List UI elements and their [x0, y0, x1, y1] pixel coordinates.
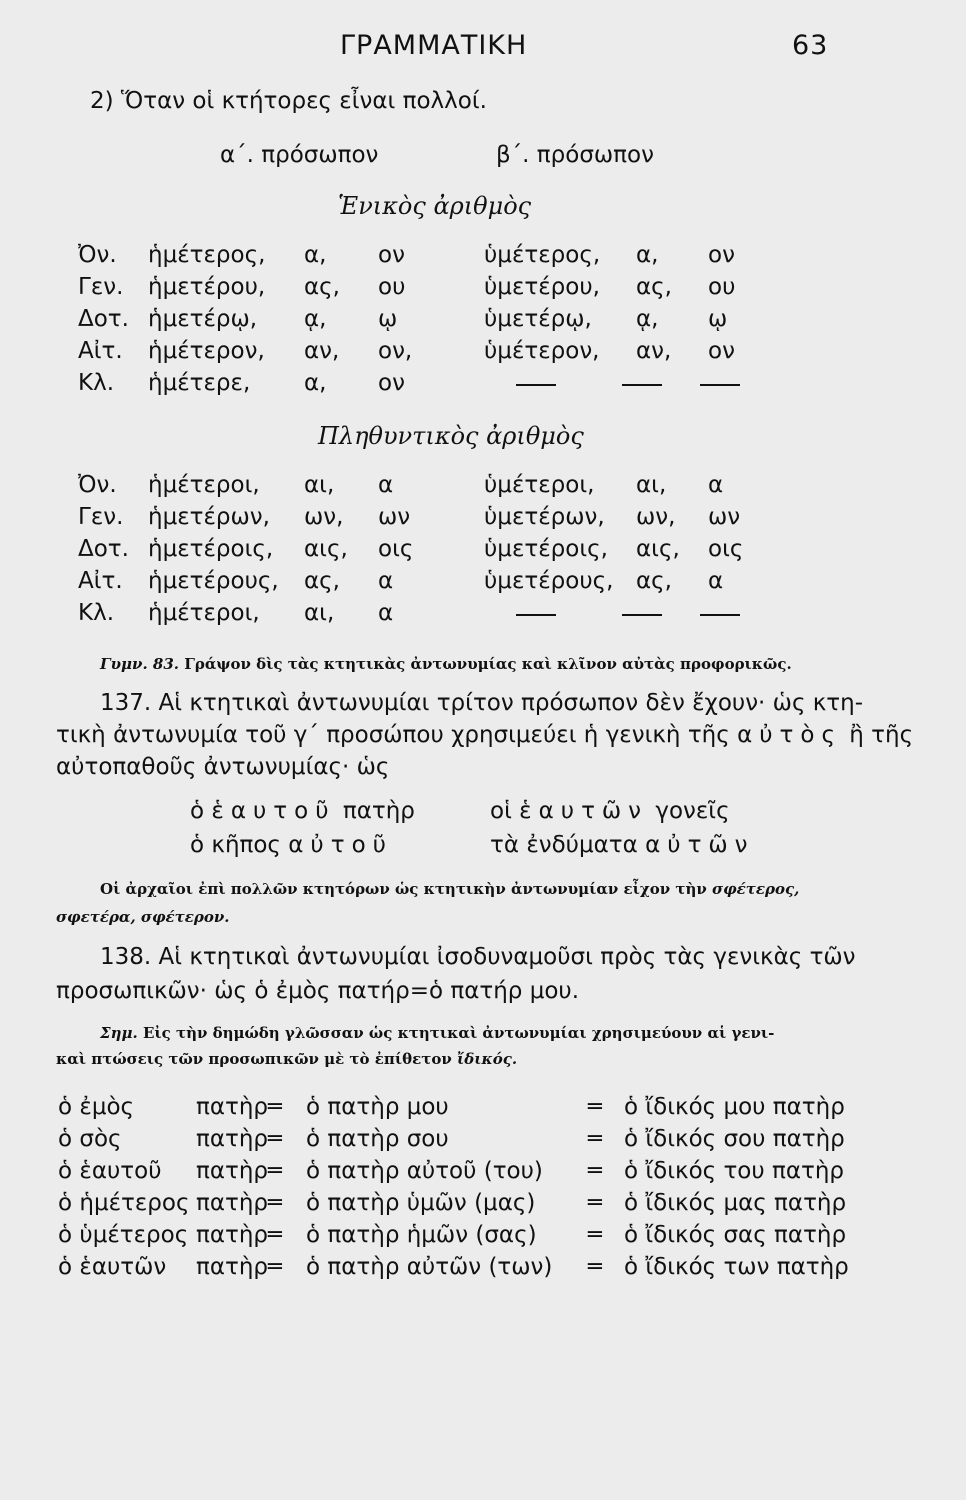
empty-dash [516, 614, 556, 616]
first-person-form: ἡμέτεροι, [148, 472, 260, 498]
section-137-line-2 [56, 722, 913, 748]
equals-sign: ═ [588, 1158, 602, 1184]
exercise-text: Γράψον δὶς τὰς κτητικὰς ἀντωνυμίας καὶ κλῖνον αὐτὰς προφορικῶς. [184, 655, 792, 673]
note-italic-word: σφέτερος, [712, 880, 800, 898]
feminine-ending: ων, [304, 504, 344, 530]
example-noun: πατὴρ [342, 798, 415, 824]
exercise [100, 655, 792, 673]
possessive-phrase: ὁ ἑαυτοῦ [58, 1158, 162, 1184]
table-row [0, 1190, 966, 1220]
equals-sign: ═ [588, 1222, 602, 1248]
noun: πατὴρ [196, 1190, 269, 1216]
noun: πατὴρ [196, 1094, 269, 1120]
table-row [0, 338, 966, 368]
equals-sign: ═ [268, 1222, 282, 1248]
case-label: Γεν. [78, 274, 124, 300]
colloquial-phrase: ὁ ἴδικός μου πατὴρ [624, 1094, 845, 1120]
neuter-ending: ον [708, 338, 735, 364]
first-person-form: ἡμέτερον, [148, 338, 265, 364]
spaced-word: αὐτὸς [737, 722, 842, 748]
section-138-line-2: προσωπικῶν· ὡς ὁ ἐμὸς πατήρ=ὁ πατήρ μου. [56, 978, 580, 1004]
case-label: Δοτ. [78, 536, 129, 562]
first-person-form: ἡμετέρῳ, [148, 306, 258, 332]
first-person-form: ἡμετέροις, [148, 536, 274, 562]
neuter-ending: α [378, 568, 394, 594]
case-label: Ὀν. [78, 242, 117, 268]
equals-sign: ═ [268, 1126, 282, 1152]
neuter-ending: οις [378, 536, 414, 562]
table-row [0, 472, 966, 502]
example-4 [490, 832, 755, 858]
second-person-form: ὑμέτερον, [484, 338, 600, 364]
spaced-word: ἑαυτῶν [519, 798, 649, 824]
feminine-ending: αι, [636, 472, 667, 498]
table-row [0, 242, 966, 272]
note-italic-word: ἴδικός. [456, 1050, 518, 1068]
feminine-ending: αι, [304, 472, 335, 498]
table-row [0, 1222, 966, 1252]
page-number: 63 [792, 30, 829, 61]
running-title: ΓΡΑΜΜΑΤΙΚΗ [340, 30, 528, 61]
genitive-phrase: ὁ πατὴρ ἡμῶν (σας) [306, 1222, 537, 1248]
equals-sign: ═ [588, 1254, 602, 1280]
spaced-word: ἑαυτοῦ [211, 798, 336, 824]
table-row [0, 504, 966, 534]
empty-dash [516, 384, 556, 386]
note-text: Οἱ ἀρχαῖοι ἐπὶ πολλῶν κτητόρων ὡς κτητικὴν ἀντωνυμίαν εἶχον τὴν [100, 880, 707, 898]
table-row [0, 274, 966, 304]
neuter-ending: ων [378, 504, 411, 530]
neuter-ending: ου [378, 274, 406, 300]
second-person-heading: β΄. πρόσωπον [496, 142, 654, 168]
equals-sign: ═ [268, 1254, 282, 1280]
equals-sign: ═ [588, 1094, 602, 1120]
second-person-form: ὑμετέρους, [484, 568, 614, 594]
example-article: ὁ [190, 798, 205, 824]
noun: πατὴρ [196, 1254, 269, 1280]
equals-sign: ═ [588, 1126, 602, 1152]
possessive-phrase: ὁ ἡμέτερος [58, 1190, 190, 1216]
spaced-word: αὐτοῦ [288, 832, 393, 858]
section-138-line-1: 138. Αἱ κτητικαὶ ἀντωνυμίαι ἰσοδυναμοῦσι πρὸς τὰς γενικὰς τῶν [100, 944, 856, 970]
neuter-ending: ον [378, 370, 405, 396]
table-row [0, 1126, 966, 1156]
example-2 [190, 832, 393, 858]
genitive-phrase: ὁ πατὴρ σου [306, 1126, 449, 1152]
colloquial-phrase: ὁ ἴδικός μας πατὴρ [624, 1190, 847, 1216]
noun: πατὴρ [196, 1158, 269, 1184]
section-137-text: ἢ τῆς [849, 722, 914, 748]
empty-dash [622, 384, 662, 386]
note-1-line-1 [100, 880, 799, 898]
first-person-form: ἡμέτερε, [148, 370, 251, 396]
first-person-form: ἡμετέρων, [148, 504, 270, 530]
neuter-ending: οις [708, 536, 744, 562]
empty-dash [622, 614, 662, 616]
neuter-ending: ου [708, 274, 736, 300]
second-person-form: ὑμετέρου, [484, 274, 600, 300]
second-person-form: ὑμέτεροι, [484, 472, 595, 498]
feminine-ending: ας, [636, 274, 672, 300]
example-noun: ὁ κῆπος [190, 832, 281, 858]
note-text: καὶ πτώσεις τῶν προσωπικῶν μὲ τὸ ἐπίθετον [56, 1050, 452, 1068]
example-1 [190, 798, 415, 824]
case-label: Αἰτ. [78, 568, 123, 594]
case-label: Κλ. [78, 600, 115, 626]
neuter-ending: α [378, 600, 394, 626]
feminine-ending: α, [304, 242, 327, 268]
table-row [0, 370, 966, 400]
feminine-ending: αι, [304, 600, 335, 626]
genitive-phrase: ὁ πατὴρ μου [306, 1094, 449, 1120]
noun: πατὴρ [196, 1126, 269, 1152]
feminine-ending: α, [304, 370, 327, 396]
feminine-ending: αν, [304, 338, 340, 364]
colloquial-phrase: ὁ ἴδικός των πατὴρ [624, 1254, 849, 1280]
case-label: Δοτ. [78, 306, 129, 332]
intro-line: 2) Ὅταν οἱ κτήτορες εἶναι πολλοί. [90, 88, 487, 114]
first-person-form: ἡμέτερος, [148, 242, 266, 268]
genitive-phrase: ὁ πατὴρ αὐτοῦ (του) [306, 1158, 543, 1184]
possessive-phrase: ὁ ἐμὸς [58, 1094, 135, 1120]
example-article: οἱ [490, 798, 512, 824]
section-137-line-1: 137. Αἱ κτητικαὶ ἀντωνυμίαι τρίτον πρόσωπον δὲν ἔχουν· ὡς κτη- [100, 690, 864, 716]
genitive-phrase: ὁ πατὴρ αὐτῶν (των) [306, 1254, 553, 1280]
feminine-ending: ων, [636, 504, 676, 530]
neuter-ending: ῳ [378, 306, 398, 332]
table-row [0, 536, 966, 566]
empty-dash [700, 614, 740, 616]
table-row [0, 568, 966, 598]
possessive-phrase: ὁ ἑαυτῶν [58, 1254, 167, 1280]
neuter-ending: ων [708, 504, 741, 530]
first-person-form: ἡμετέρους, [148, 568, 279, 594]
feminine-ending: ας, [304, 274, 340, 300]
neuter-ending: α [708, 472, 724, 498]
equals-sign: ═ [268, 1158, 282, 1184]
colloquial-phrase: ὁ ἴδικός σας πατὴρ [624, 1222, 847, 1248]
colloquial-phrase: ὁ ἴδικός του πατὴρ [624, 1158, 845, 1184]
first-person-form: ἡμετέρου, [148, 274, 266, 300]
note-2-line-1 [100, 1024, 774, 1042]
colloquial-phrase: ὁ ἴδικός σου πατὴρ [624, 1126, 845, 1152]
table-row [0, 1094, 966, 1124]
section-137-text: τικὴ ἀντωνυμία τοῦ γ΄ προσώπου χρησιμεύει ἡ γενικὴ τῆς [56, 722, 730, 748]
neuter-ending: α [708, 568, 724, 594]
case-label: Κλ. [78, 370, 115, 396]
neuter-ending: α [378, 472, 394, 498]
table-row [0, 600, 966, 630]
feminine-ending: ᾳ, [636, 306, 659, 332]
case-label: Ὀν. [78, 472, 117, 498]
second-person-form: ὑμετέροις, [484, 536, 608, 562]
possessive-phrase: ὁ ὑμέτερος [58, 1222, 189, 1248]
table-row [0, 1158, 966, 1188]
section-137-line-3: αὐτοπαθοῦς ἀντωνυμίας· ὡς [56, 754, 390, 780]
neuter-ending: ῳ [708, 306, 728, 332]
empty-dash [700, 384, 740, 386]
spaced-word: αὐτῶν [645, 832, 755, 858]
example-3 [490, 798, 730, 824]
second-person-form: ὑμετέρῳ, [484, 306, 592, 332]
note-text: Εἰς τὴν δημώδη γλῶσσαν ὡς κτητικαὶ ἀντωνυμίαι χρησιμεύουν αἱ γενι- [142, 1024, 775, 1042]
table-row [0, 306, 966, 336]
feminine-ending: ᾳ, [304, 306, 327, 332]
neuter-ending: ον [708, 242, 735, 268]
case-label: Γεν. [78, 504, 124, 530]
equals-sign: ═ [268, 1190, 282, 1216]
equals-sign: ═ [588, 1190, 602, 1216]
feminine-ending: αν, [636, 338, 672, 364]
note-label: Σημ. [100, 1024, 138, 1042]
case-label: Αἰτ. [78, 338, 123, 364]
noun: πατὴρ [196, 1222, 269, 1248]
feminine-ending: ας, [304, 568, 340, 594]
first-person-heading: α΄. πρόσωπον [220, 142, 379, 168]
example-noun: γονεῖς [655, 798, 730, 824]
genitive-phrase: ὁ πατὴρ ὑμῶν (μας) [306, 1190, 536, 1216]
note-1-line-2: σφετέρα, σφέτερον. [56, 908, 230, 926]
feminine-ending: ας, [636, 568, 672, 594]
first-person-form: ἡμέτεροι, [148, 600, 260, 626]
feminine-ending: α, [636, 242, 659, 268]
neuter-ending: ον [378, 242, 405, 268]
possessive-phrase: ὁ σὸς [58, 1126, 122, 1152]
note-2-line-2 [56, 1050, 517, 1068]
neuter-ending: ον, [378, 338, 413, 364]
example-noun: τὰ ἐνδύματα [490, 832, 638, 858]
singular-heading: Ἑνικὸς ἀριθμὸς [338, 192, 532, 220]
second-person-form: ὑμέτερος, [484, 242, 601, 268]
exercise-label: Γυμν. 83. [100, 655, 179, 673]
feminine-ending: αις, [304, 536, 348, 562]
feminine-ending: αις, [636, 536, 680, 562]
plural-heading: Πληθυντικὸς ἀριθμὸς [318, 422, 584, 450]
equals-sign: ═ [268, 1094, 282, 1120]
second-person-form: ὑμετέρων, [484, 504, 605, 530]
table-row [0, 1254, 966, 1284]
